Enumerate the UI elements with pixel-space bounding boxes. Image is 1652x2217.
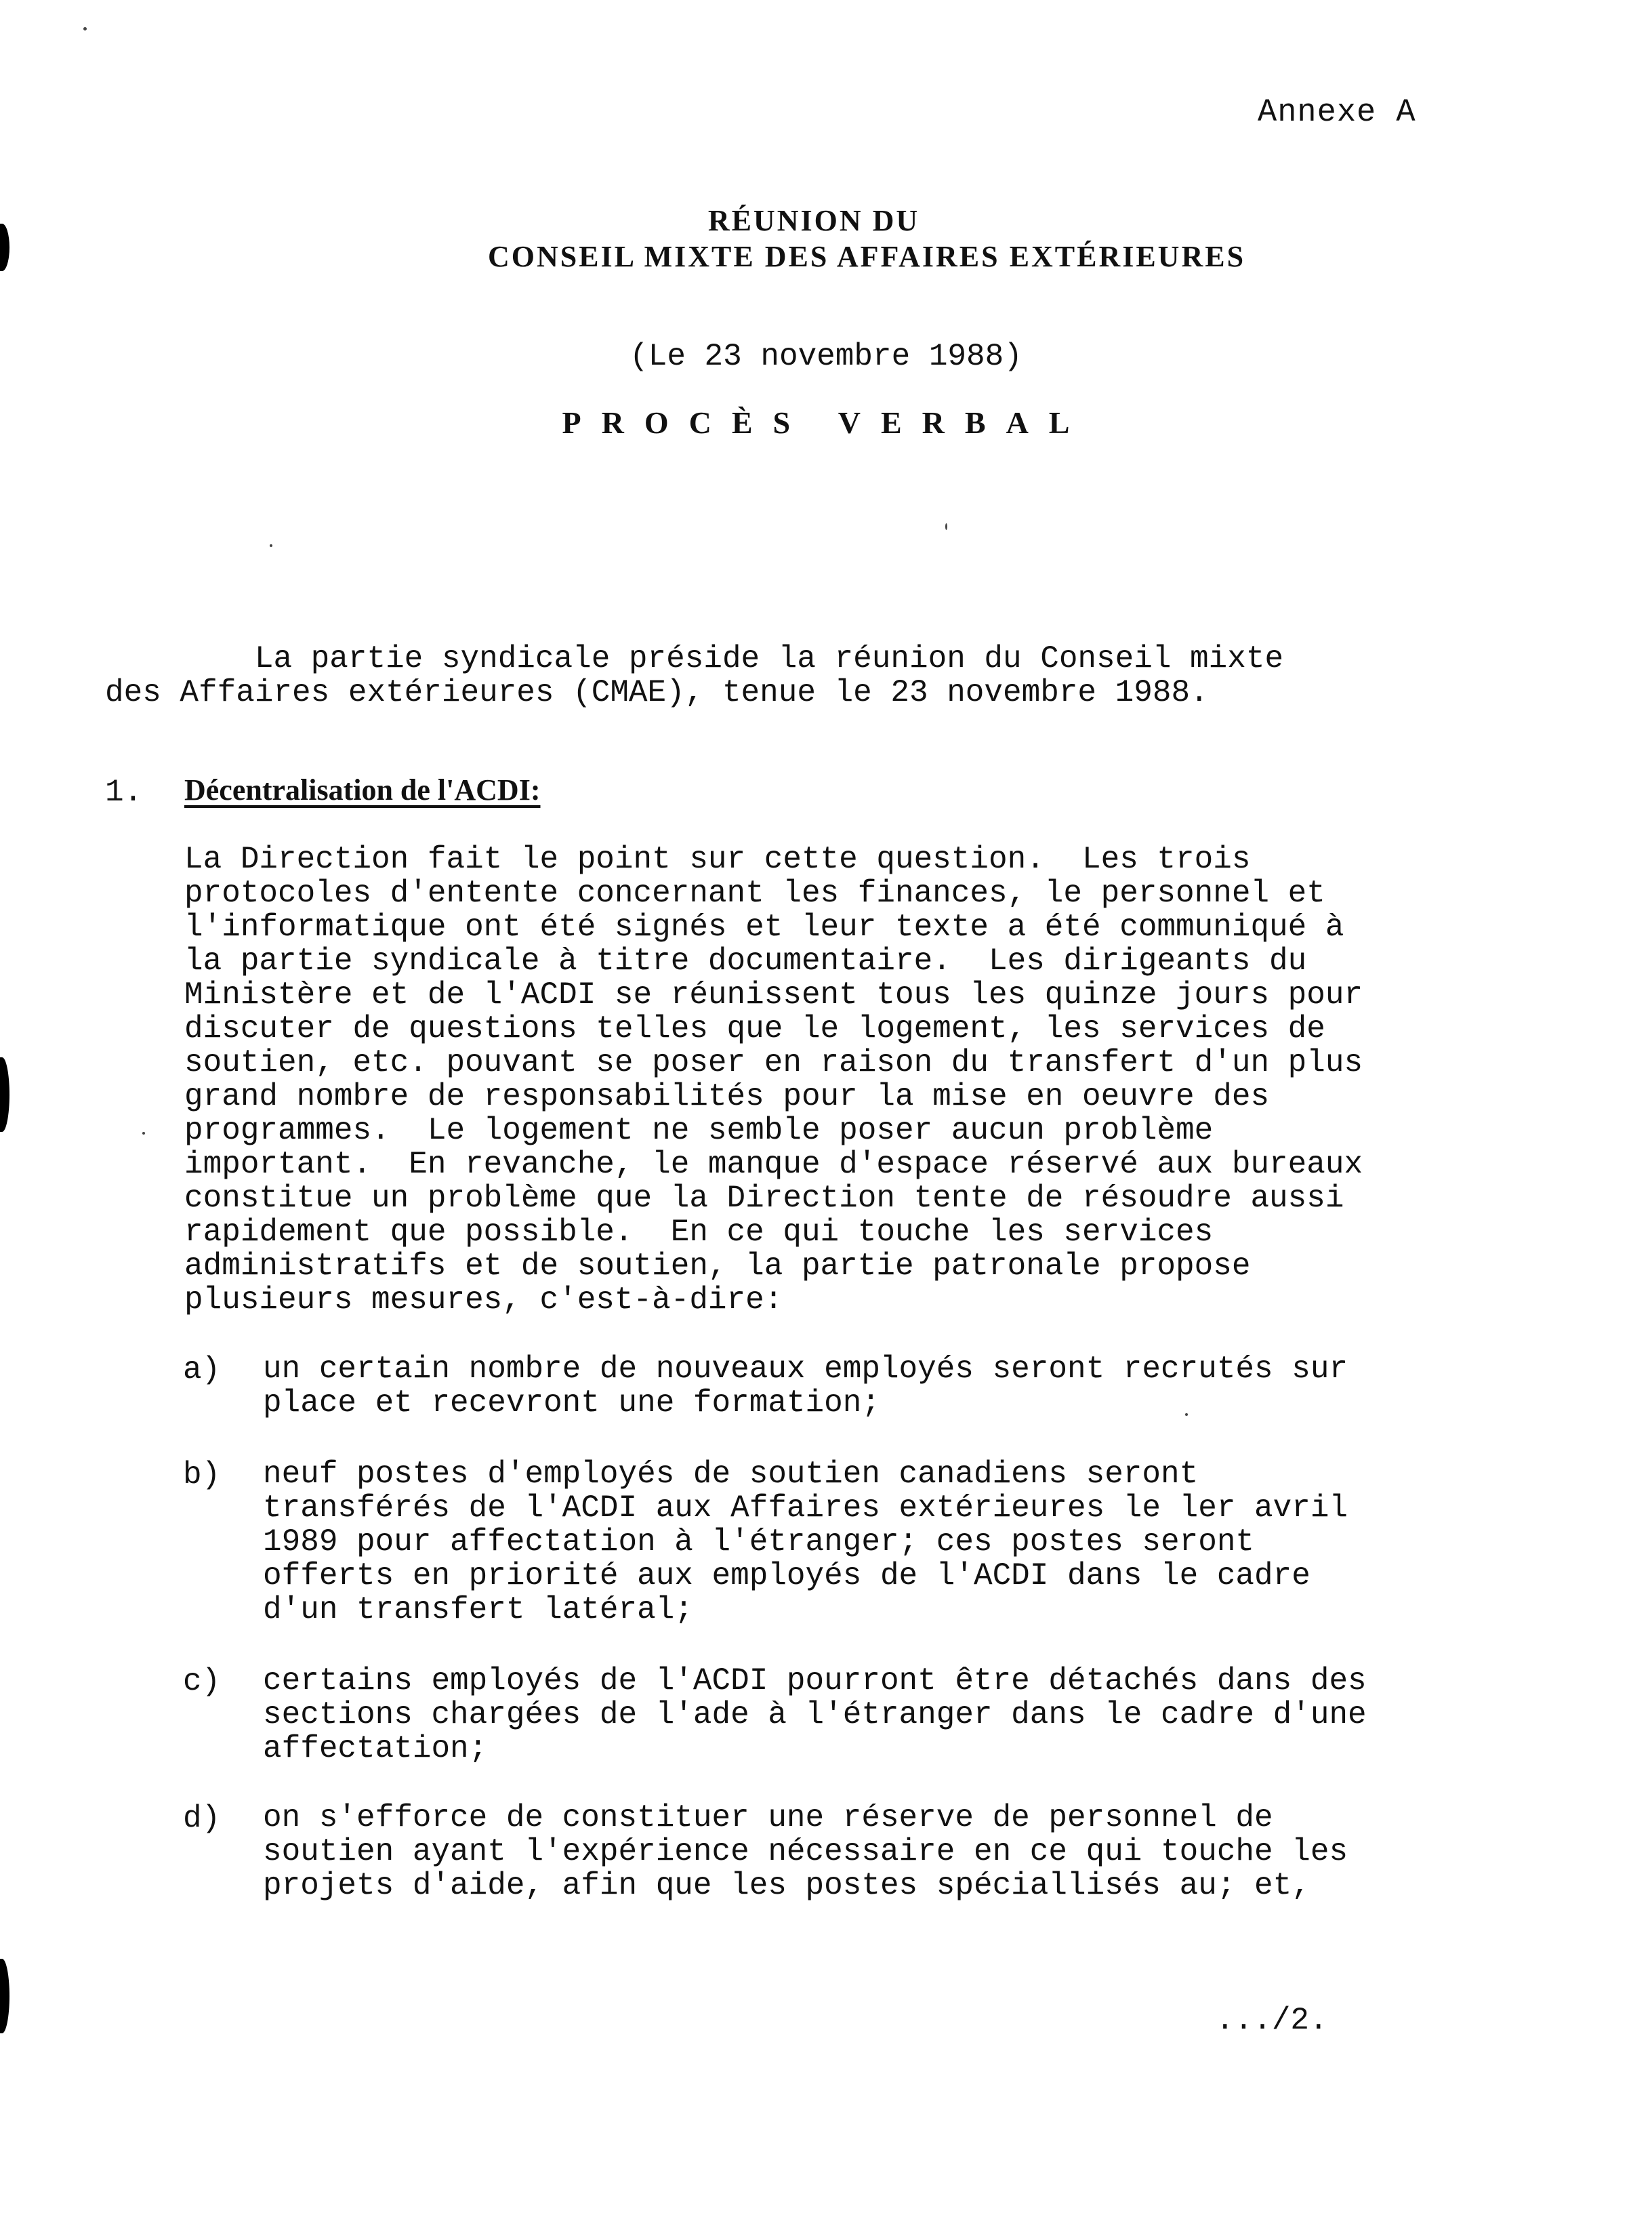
section-number: 1. (105, 775, 143, 810)
list-item-text: certains employés de l'ACDI pourront être détachés dans des sections chargées de l'ade à l'étranger dans le cadre d'une affectation; (263, 1663, 1367, 1766)
section-title: Décentralisation de l'ACDI: (184, 773, 541, 807)
list-item-text: neuf postes d'employés de soutien canadiens seront transférés de l'ACDI aux Affaires extérieures le ler avril 1989 pour affectation à l'étranger; ces postes seront offerts en priorité aux employés de l'ACDI dans le cadre d'un transfert latéral; (263, 1457, 1348, 1627)
list-item-label: d) (183, 1801, 221, 1836)
scan-speck (142, 1132, 145, 1135)
page-continuation: .../2. (1216, 2003, 1328, 2038)
list-item-label: a) (183, 1352, 221, 1387)
scan-speck (270, 544, 272, 547)
punch-hole-mark (0, 1057, 9, 1132)
document-title-line2: CONSEIL MIXTE DES AFFAIRES EXTÉRIEURES (487, 240, 1246, 273)
list-item-label: b) (183, 1457, 221, 1492)
intro-paragraph: La partie syndicale préside la réunion du Conseil mixte des Affaires extérieures (CMAE), tenue le 23 novembre 1988. (105, 641, 1284, 710)
scan-speck (945, 523, 947, 530)
punch-hole-mark (0, 1959, 9, 2033)
section-paragraph: La Direction fait le point sur cette question. Les trois protocoles d'entente concernant les finances, le personnel et l'informatique ont été signés et leur texte a été communiqué à la partie syndicale à titre documentaire. Les dirigeants du Ministère et de l'ACDI se réunissent tous les quinze jours pour discuter de questions telles que le logement, les services de soutien, etc. pouvant se poser en raison du transfert d'un plus grand nombre de responsabilités pour la mise en oeuvre des programmes. Le logement ne semble poser aucun problème important. En revanche, le manque d'espace réservé aux bureaux constitue un problème que la Direction tente de résoudre aussi rapidement que possible. En ce qui touche les services administratifs et de soutien, la partie patronale propose plusieurs mesures, c'est-à-dire: (184, 842, 1363, 1318)
list-item-label: c) (183, 1664, 221, 1699)
list-item-text: on s'efforce de constituer une réserve de personnel de soutien ayant l'expérience nécessaire en ce qui touche les projets d'aide, afin que les postes spéciallisés au; et, (263, 1800, 1348, 1903)
document-type: PROCÈS VERBAL (562, 405, 1090, 440)
scan-speck (83, 27, 87, 30)
meeting-date: (Le 23 novembre 1988) (629, 339, 1023, 374)
annex-label: Annexe A (1258, 95, 1416, 131)
document-title-line1: RÉUNION DU (707, 204, 920, 237)
list-item-text: un certain nombre de nouveaux employés seront recrutés sur place et recevront une formation; (263, 1351, 1348, 1421)
